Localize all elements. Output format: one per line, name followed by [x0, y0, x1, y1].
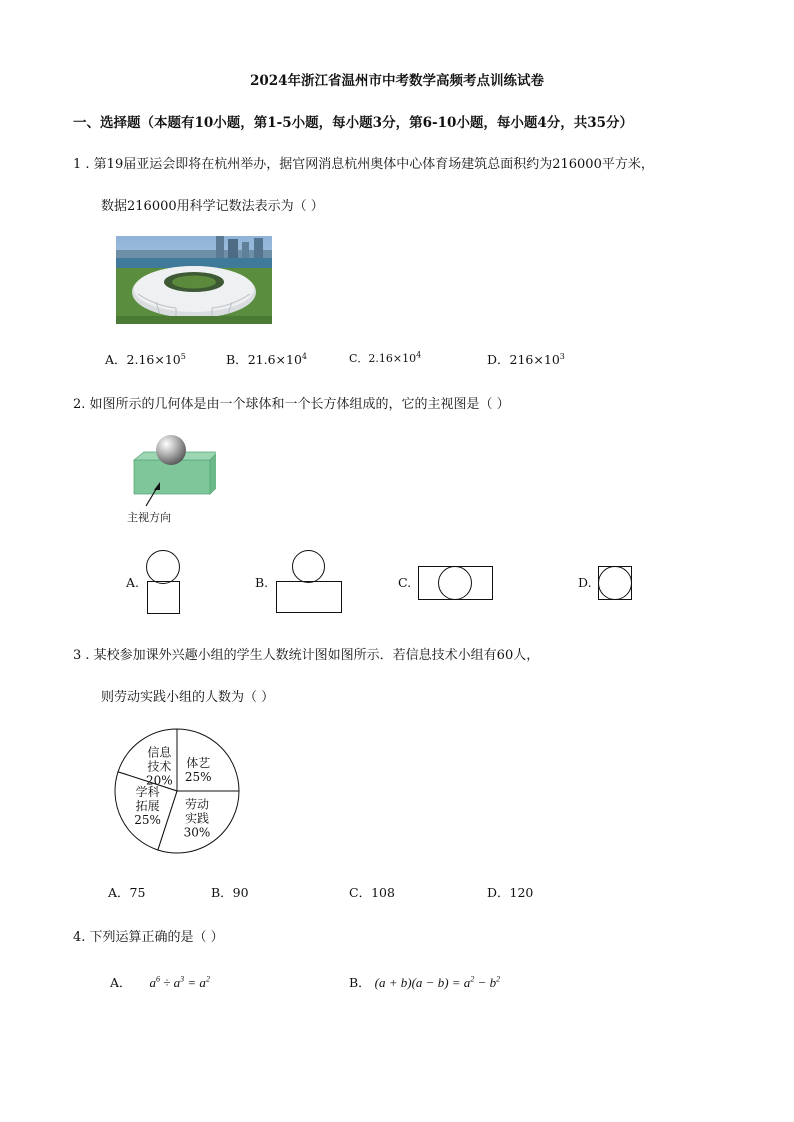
pie-percent-label: 30% [183, 825, 211, 840]
q3-option-d[interactable]: D．120 [487, 885, 534, 900]
pie-category-label: 信息 [147, 745, 172, 760]
q2-option-a-label[interactable]: A. [126, 575, 140, 590]
circle-view [146, 550, 180, 584]
q2-option-b-label[interactable]: B. [255, 575, 269, 590]
q1-option-d[interactable]: D．$216\times 10^3$ [487, 351, 565, 367]
q3-option-b[interactable]: B．90 [211, 885, 249, 900]
pie-category-label: 实践 [184, 811, 209, 826]
circle-view [292, 550, 325, 583]
pie-category-label: 学科 [135, 784, 160, 799]
q2-option-d-label[interactable]: D. [578, 575, 592, 590]
circle-view [438, 566, 472, 600]
pie-percent-label: 25% [134, 812, 161, 827]
q2-option-b-figure[interactable] [274, 550, 344, 614]
q1-line1: 1 . 第19届亚运会即将在杭州举办，据官网消息杭州奥体中心体育场建筑总面积约为216000平方米， [73, 157, 654, 172]
stadium-photo [116, 236, 272, 324]
circle-view [598, 566, 632, 600]
q2-option-c-label[interactable]: C. [398, 575, 412, 590]
q3-line1: 3 . 某校参加课外兴趣小组的学生人数统计图如图所示．若信息技术小组有60人， [73, 648, 540, 663]
q1-option-c[interactable]: C．$2.16\times 10^4$ [349, 350, 422, 365]
q4-option-a-expression: $a^6 \div a^3 = a^2$ [149, 974, 210, 990]
q4-option-a[interactable]: A． $a^6 \div a^3 = a^2$ [110, 974, 210, 990]
q2-option-c-figure[interactable] [418, 566, 494, 602]
pie-category-label: 体艺 [186, 755, 211, 770]
view-direction-caption: 主视方向 [127, 511, 171, 524]
pie-chart [112, 726, 242, 856]
q1-option-a[interactable]: A．$2.16\times 10^5$ [105, 351, 186, 367]
q4-option-b-expression: $(a + b)(a - b) = a^2 - b^2$ [374, 974, 501, 990]
pie-category-label: 拓展 [135, 798, 160, 813]
q1-option-b[interactable]: B．$21.6\times 10^4$ [226, 351, 307, 367]
rectangle-view [276, 581, 342, 613]
q2-line1: 2. 如图所示的几何体是由一个球体和一个长方体组成的，它的主视图是（ ） [73, 397, 510, 412]
q4-option-b[interactable]: B． $(a + b)(a - b) = a^2 - b^2$ [349, 974, 501, 990]
section-heading: 一、选择题（本题有10小题，第1-5小题，每小题3分，第6-10小题，每小题4分，共35分） [73, 115, 634, 131]
q2-option-d-figure[interactable] [598, 566, 634, 602]
q3-option-c[interactable]: C．108 [349, 885, 395, 900]
pie-percent-label: 25% [184, 769, 212, 784]
q3-line2: 则劳动实践小组的人数为（ ） [101, 690, 275, 705]
pie-percent-label: 20% [146, 773, 173, 788]
q2-option-a-figure[interactable] [144, 550, 184, 614]
q4-line1: 4. 下列运算正确的是（ ） [73, 930, 224, 945]
pie-category-label: 劳动 [184, 797, 209, 812]
pie-category-label: 技术 [147, 759, 172, 774]
exam-title: 2024年浙江省温州市中考数学高频考点训练试卷 [249, 73, 545, 89]
q1-line2: 数据216000用科学记数法表示为（ ） [101, 199, 324, 214]
square-view [147, 581, 180, 614]
q3-option-a[interactable]: A．75 [108, 885, 146, 900]
solid-figure [126, 430, 216, 510]
